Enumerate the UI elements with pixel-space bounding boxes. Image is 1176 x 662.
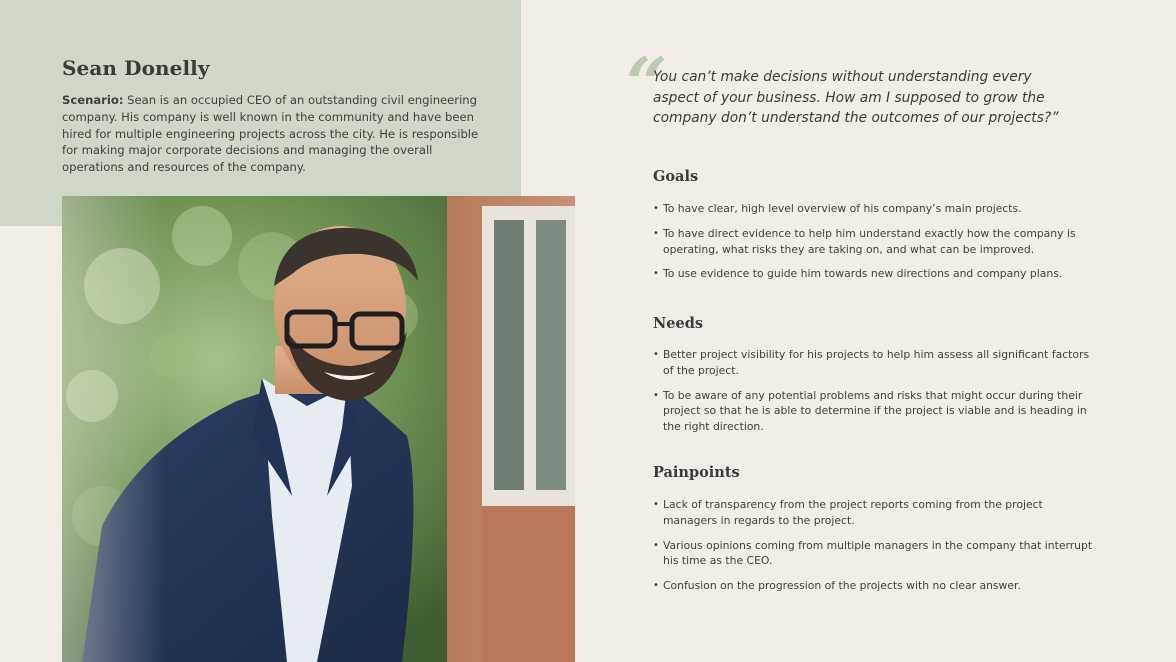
list-item: • Confusion on the progression of the projects with no clear answer. — [653, 578, 1093, 594]
needs-list — [653, 347, 1093, 435]
list-item: • To have direct evidence to help him understand exactly how the company is operating, what risks they are taking on, and what can be improved. — [653, 226, 1093, 258]
list-item: • To be aware of any potential problems and risks that might occur during their project so that he is able to determine if the project is viable and is heading in the right direction. — [653, 388, 1093, 435]
painpoints-list — [653, 497, 1093, 594]
scenario-text: Sean is an occupied CEO of an outstanding civil engineering company. His company is well known in the community and have been hired for multiple engineering projects across the city. He is responsible for making major corporate decisions and managing the overall operations and resources of the company. — [62, 93, 479, 175]
scenario-label: Scenario: — [62, 93, 124, 107]
persona-photo — [62, 196, 575, 662]
list-item: • Various opinions coming from multiple managers in the company that interrupt his time as the CEO. — [653, 538, 1093, 570]
needs-title: Needs — [653, 315, 704, 332]
goals-list — [653, 201, 1093, 282]
list-item: • Lack of transparency from the project reports coming from the project managers in regards to the project. — [653, 497, 1093, 529]
goals-title: Goals — [653, 168, 699, 185]
list-item: • To use evidence to guide him towards new directions and company plans. — [653, 266, 1093, 282]
painpoints-title: Painpoints — [653, 464, 740, 481]
list-item: • Better project visibility for his projects to help him assess all significant factors of the project. — [653, 347, 1093, 379]
quote-mark-icon: “ — [626, 41, 668, 126]
scenario-paragraph — [62, 92, 482, 176]
persona-quote: You can’t make decisions without understanding every aspect of your business. How am I supposed to grow the company don’t understand the outcomes of our projects?” — [653, 69, 1059, 127]
persona-name: Sean Donelly — [62, 56, 210, 80]
list-item: • To have clear, high level overview of his company’s main projects. — [653, 201, 1093, 217]
